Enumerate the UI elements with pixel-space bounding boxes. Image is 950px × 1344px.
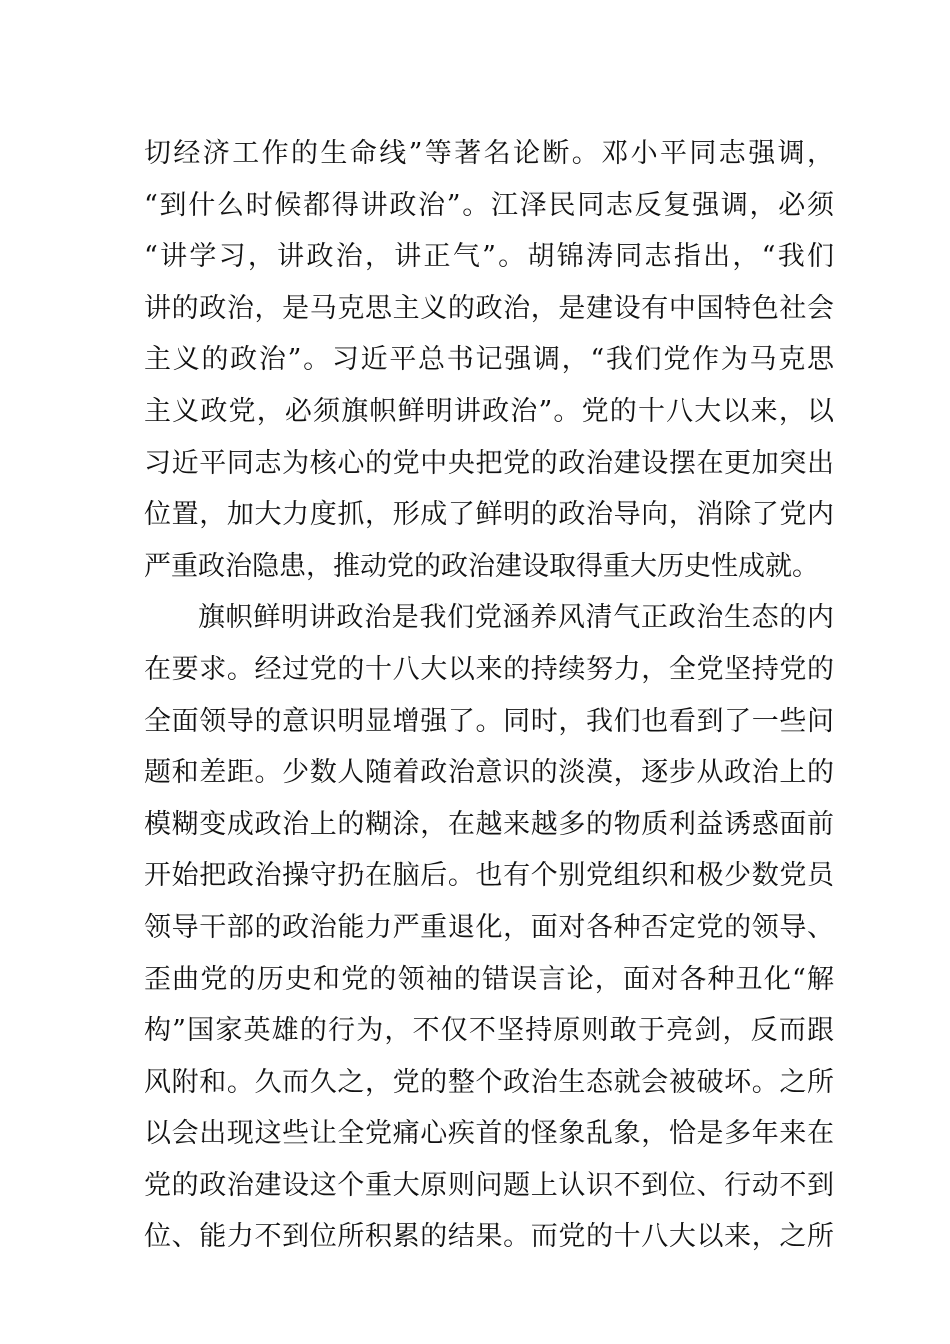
paragraph-line: “到什么时候都得讲政治”。江泽民同志反复强调，必须 [144,189,834,221]
paragraph-line: 习近平同志为核心的党中央把党的政治建设摆在更加突出 [144,447,834,479]
paragraph-line: 构”国家英雄的行为，不仅不坚持原则敢于亮剑，反而跟 [144,1015,834,1047]
paragraph-line: 在要求。经过党的十八大以来的持续努力，全党坚持党的 [144,653,834,685]
document-body [144,128,834,1263]
paragraph-line: 主义的政治”。习近平总书记强调，“我们党作为马克思 [144,344,834,376]
paragraph-line: 切经济工作的生命线”等著名论断。邓小平同志强调， [144,138,834,169]
paragraph-line: 领导干部的政治能力严重退化，面对各种否定党的领导、 [144,911,834,943]
paragraph-line: 严重政治隐患，推动党的政治建设取得重大历史性成就。 [144,550,819,582]
paragraph-line: 以会出现这些让全党痛心疾首的怪象乱象，恰是多年来在 [144,1118,834,1150]
paragraph-line: 歪曲党的历史和党的领袖的错误言论，面对各种丑化“解 [144,963,834,995]
paragraph-line: 风附和。久而久之，党的整个政治生态就会被破坏。之所 [144,1066,834,1098]
paragraph-line: 主义政党，必须旗帜鲜明讲政治”。党的十八大以来，以 [144,395,834,427]
paragraph-line: 开始把政治操守扔在脑后。也有个别党组织和极少数党员 [144,860,834,892]
paragraph-1 [144,128,834,592]
paragraph-2 [144,592,834,1263]
paragraph-line: 题和差距。少数人随着政治意识的淡漠，逐步从政治上的 [144,757,834,789]
paragraph-line: 位、能力不到位所积累的结果。而党的十八大以来，之所 [144,1221,834,1253]
paragraph-line: 位置，加大力度抓，形成了鲜明的政治导向，消除了党内 [144,499,834,531]
paragraph-line: 党的政治建设这个重大原则问题上认识不到位、行动不到 [144,1169,834,1201]
paragraph-line: 全面领导的意识明显增强了。同时，我们也看到了一些问 [144,705,834,737]
paragraph-line: “讲学习，讲政治，讲正气”。胡锦涛同志指出，“我们 [144,241,834,273]
paragraph-line: 旗帜鲜明讲政治是我们党涵养风清气正政治生态的内 [198,602,834,634]
paragraph-line: 模糊变成政治上的糊涂，在越来越多的物质利益诱惑面前 [144,808,834,840]
paragraph-line: 讲的政治，是马克思主义的政治，是建设有中国特色社会 [144,292,834,324]
